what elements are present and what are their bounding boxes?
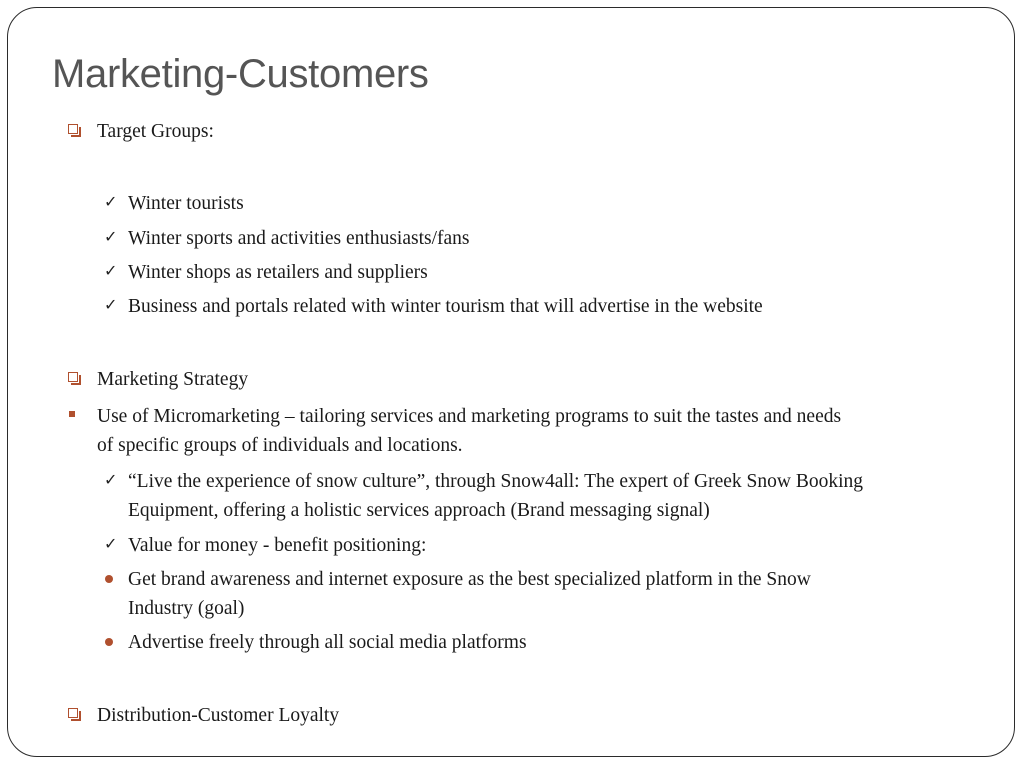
section-heading-marketing-strategy: Marketing Strategy	[97, 369, 249, 390]
checkmark-icon: ✓	[104, 192, 118, 211]
value-for-money-line: Value for money - benefit positioning:	[128, 535, 427, 556]
micromarketing-line-1: Use of Micromarketing – tailoring services and marketing programs to suit the tastes and needs	[97, 406, 842, 427]
checkbox-bullet-icon	[68, 372, 78, 382]
advertise-line: Advertise freely through all social media platforms	[128, 632, 527, 653]
micromarketing-line-2: of specific groups of individuals and locations.	[97, 435, 463, 456]
list-item: Winter tourists	[128, 193, 244, 214]
checkmark-icon: ✓	[104, 227, 118, 246]
list-item: Winter sports and activities enthusiasts/fans	[128, 228, 470, 249]
section-heading-distribution: Distribution-Customer Loyalty	[97, 705, 340, 726]
checkmark-icon: ✓	[104, 261, 118, 280]
brand-awareness-line-2: Industry (goal)	[128, 598, 245, 619]
section-heading-target-groups: Target Groups:	[97, 121, 214, 142]
brand-awareness-line-1: Get brand awareness and internet exposure as the best specialized platform in the Snow	[128, 569, 811, 590]
checkbox-bullet-icon	[68, 708, 78, 718]
list-item: Business and portals related with winter tourism that will advertise in the website	[128, 296, 763, 317]
checkmark-icon: ✓	[104, 534, 118, 553]
list-item: Winter shops as retailers and suppliers	[128, 262, 428, 283]
checkbox-bullet-icon	[68, 124, 78, 134]
live-experience-line-2: Equipment, offering a holistic services approach (Brand messaging signal)	[128, 500, 710, 521]
checkmark-icon: ✓	[104, 470, 118, 489]
round-bullet-icon	[105, 638, 113, 646]
checkmark-icon: ✓	[104, 295, 118, 314]
round-bullet-icon	[105, 575, 113, 583]
square-bullet-icon	[69, 411, 75, 417]
slide-title: Marketing-Customers	[52, 52, 429, 96]
live-experience-line-1: “Live the experience of snow culture”, through Snow4all: The expert of Greek Snow Booking	[128, 471, 864, 492]
